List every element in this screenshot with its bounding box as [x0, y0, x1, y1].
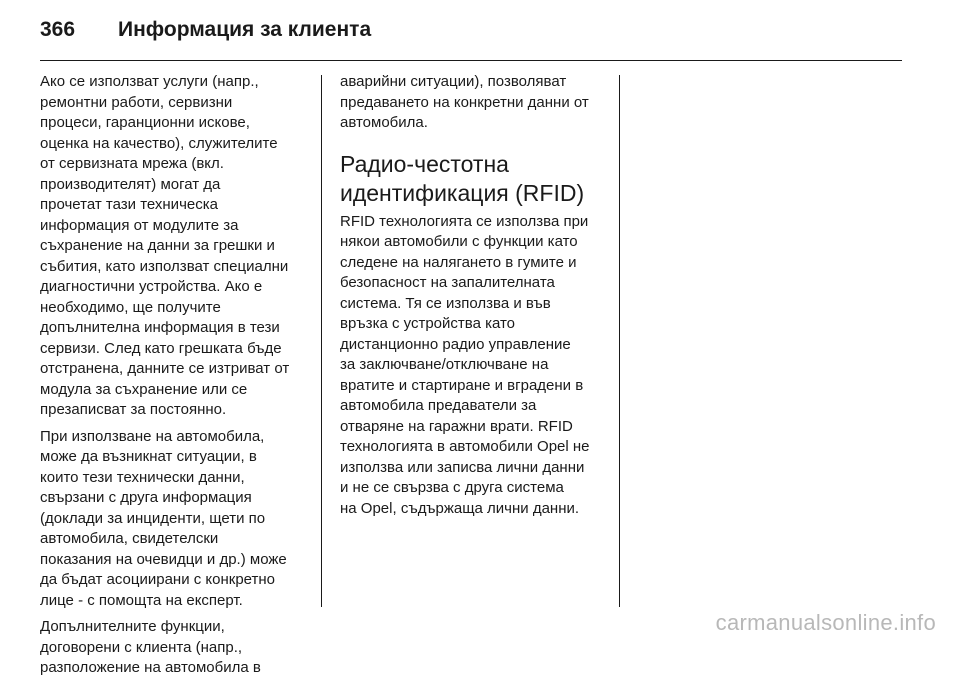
- paragraph-rfid: RFID технологията се използва при някои автомобили с функции като следене на налягането в гумите и безопасност на запалителната система. Тя се използва и във връзка с устройства като дистанционно радио управление за заключване/отключване на вратите и стартиране и вградени в автомобила предаватели за отваряне на гаражни врати. RFID технологията в автомобили Opel не използва или записва лични данни и не се свързва с друга система на Opel, съдържаща лични данни.: [340, 212, 590, 517]
- left-column: [40, 72, 312, 685]
- paragraph-additional-functions: Допълнителните функции, договорени с клиента (напр., разположение на автомобила в: [40, 618, 261, 676]
- paragraph-vehicle-use: При използване на автомобила, може да възникнат ситуации, в които тези технически данни, свързани с друга информация (доклади за инциденти, щети по автомобила, свидетелски показания на очевидци и др.) може да бъдат асоциирани с конкретно лице - с помощта на експерт.: [40, 427, 287, 609]
- page-header: [40, 18, 371, 48]
- paragraph-service: Ако се използват услуги (напр., ремонтни работи, сервизни процеси, гаранционни искове, оценка на качество), служителите от сервизната мрежа (вкл. производителят) могат да прочетат тази техническа информация от модулите за съхранение на данни за грешки и събития, като използват специални диагностични устройства. Ако е необходимо, ще получите допълнителна информация в тези сервизи. След като грешката бъде отстранена, данните се изтриват от модула за съхранение или се презаписват за постоянно.: [40, 73, 290, 418]
- watermark: carmanualsonline.info: [715, 610, 936, 635]
- paragraph-continuation: аварийни ситуации), позволяват предаването на конкретни данни от автомобила.: [340, 73, 589, 131]
- column-divider-left: [321, 75, 322, 607]
- right-column: [340, 72, 606, 525]
- section-heading-rfid: Радио-честотна идентификация (RFID): [340, 150, 585, 206]
- page-number: 366: [40, 18, 76, 41]
- column-divider-right: [619, 75, 620, 607]
- page-title: Информация за клиента: [118, 18, 372, 41]
- header-rule: [40, 60, 902, 61]
